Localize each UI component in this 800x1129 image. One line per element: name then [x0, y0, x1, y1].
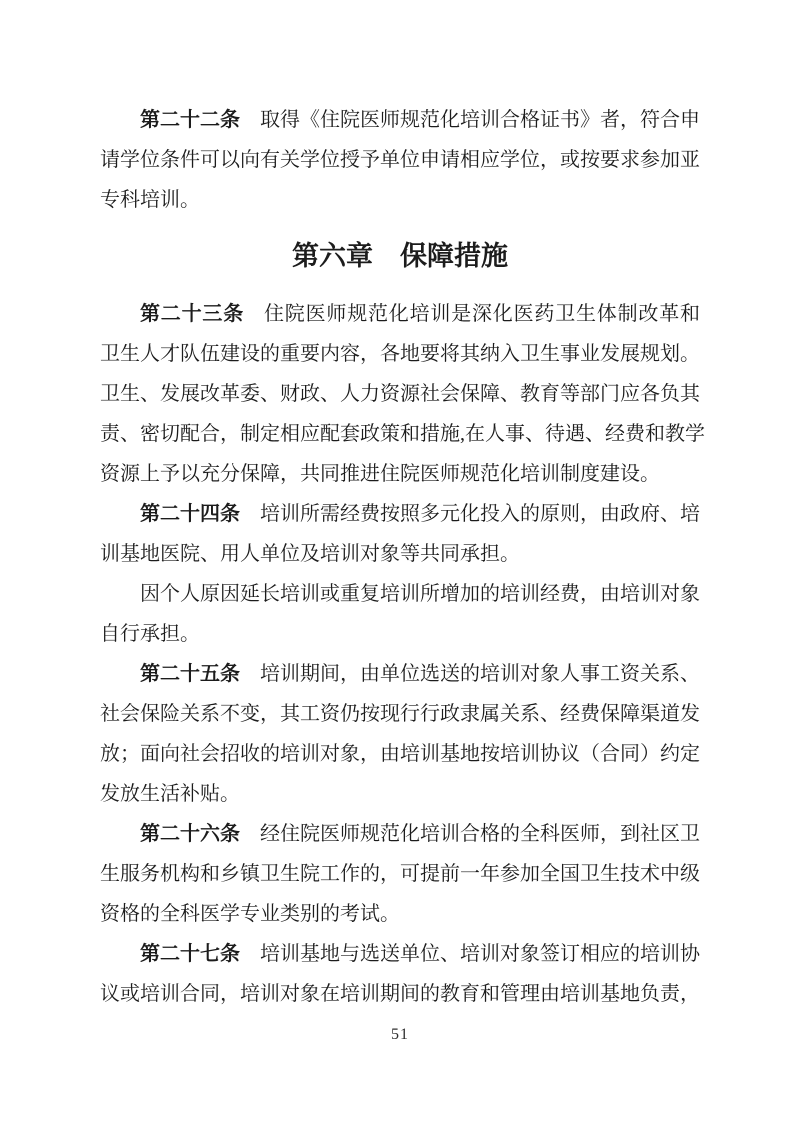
article-26-line-1 [100, 814, 700, 854]
article-27-line-2: 议或培训合同，培训对象在培训期间的教育和管理由培训基地负责， [100, 983, 700, 1005]
article-27-label: 第二十七条 [140, 943, 240, 965]
article-27-line-1 [100, 934, 700, 974]
article-26-text-1: 经住院医师规范化培训合格的全科医师，到社区卫 [260, 823, 700, 845]
article-24-note [100, 574, 700, 654]
article-23-label: 第二十三条 [140, 303, 244, 325]
article-23-line-5: 资源上予以充分保障，共同推进住院医师规范化培训制度建设。 [100, 463, 660, 485]
article-25-line-3: 放；面向社会招收的培训对象，由培训基地按培训协议（合同）约定 [100, 743, 700, 765]
article-27-text-1: 培训基地与选送单位、培训对象签订相应的培训协 [260, 943, 700, 965]
page-number: 51 [391, 1026, 409, 1043]
article-22 [100, 100, 700, 220]
article-23-line-4: 责、密切配合，制定相应配套政策和措施,在人事、待遇、经费和教学 [100, 423, 705, 445]
article-25-text-1: 培训期间，由单位选送的培训对象人事工资关系、 [260, 663, 700, 685]
page-footer [0, 1026, 800, 1044]
article-22-label: 第二十二条 [140, 109, 240, 131]
article-22-line-3: 专科培训。 [100, 189, 200, 211]
article-23 [100, 294, 705, 494]
article-27 [100, 934, 700, 1014]
article-26-line-2: 生服务机构和乡镇卫生院工作的，可提前一年参加全国卫生技术中级 [100, 863, 700, 885]
article-23-line-2: 卫生人才队伍建设的重要内容，各地要将其纳入卫生事业发展规划。 [100, 343, 700, 365]
article-24-line-2: 训基地医院、用人单位及培训对象等共同承担。 [100, 543, 520, 565]
article-24 [100, 494, 700, 574]
article-25-line-2: 社会保险关系不变，其工资仍按现行行政隶属关系、经费保障渠道发 [100, 703, 700, 725]
article-25-label: 第二十五条 [140, 663, 240, 685]
article-24-note-line-1: 因个人原因延长培训或重复培训所增加的培训经费，由培训对象 [140, 583, 700, 605]
article-22-line-1 [100, 100, 700, 140]
article-22-line-2: 请学位条件可以向有关学位授予单位申请相应学位，或按要求参加亚 [100, 149, 700, 171]
article-26-label: 第二十六条 [140, 823, 240, 845]
document-body [100, 100, 705, 1014]
article-23-line-3: 卫生、发展改革委、财政、人力资源社会保障、教育等部门应各负其 [100, 383, 700, 405]
article-26-line-3: 资格的全科医学专业类别的考试。 [100, 903, 400, 925]
article-24-note-line-2: 自行承担。 [100, 623, 200, 645]
article-24-label: 第二十四条 [140, 503, 240, 525]
article-25-line-4: 发放生活补贴。 [100, 783, 240, 805]
article-24-text-1: 培训所需经费按照多元化投入的原则，由政府、培 [260, 503, 700, 525]
article-24-line-1 [100, 494, 700, 534]
article-25 [100, 654, 700, 814]
article-23-text-1: 住院医师规范化培训是深化医药卫生体制改革和 [264, 303, 700, 325]
chapter-heading: 第六章 保障措施 [292, 241, 508, 271]
article-22-text-1: 取得《住院医师规范化培训合格证书》者，符合申 [260, 109, 700, 131]
article-25-line-1 [100, 654, 700, 694]
article-26 [100, 814, 700, 934]
article-23-line-1 [100, 294, 700, 334]
